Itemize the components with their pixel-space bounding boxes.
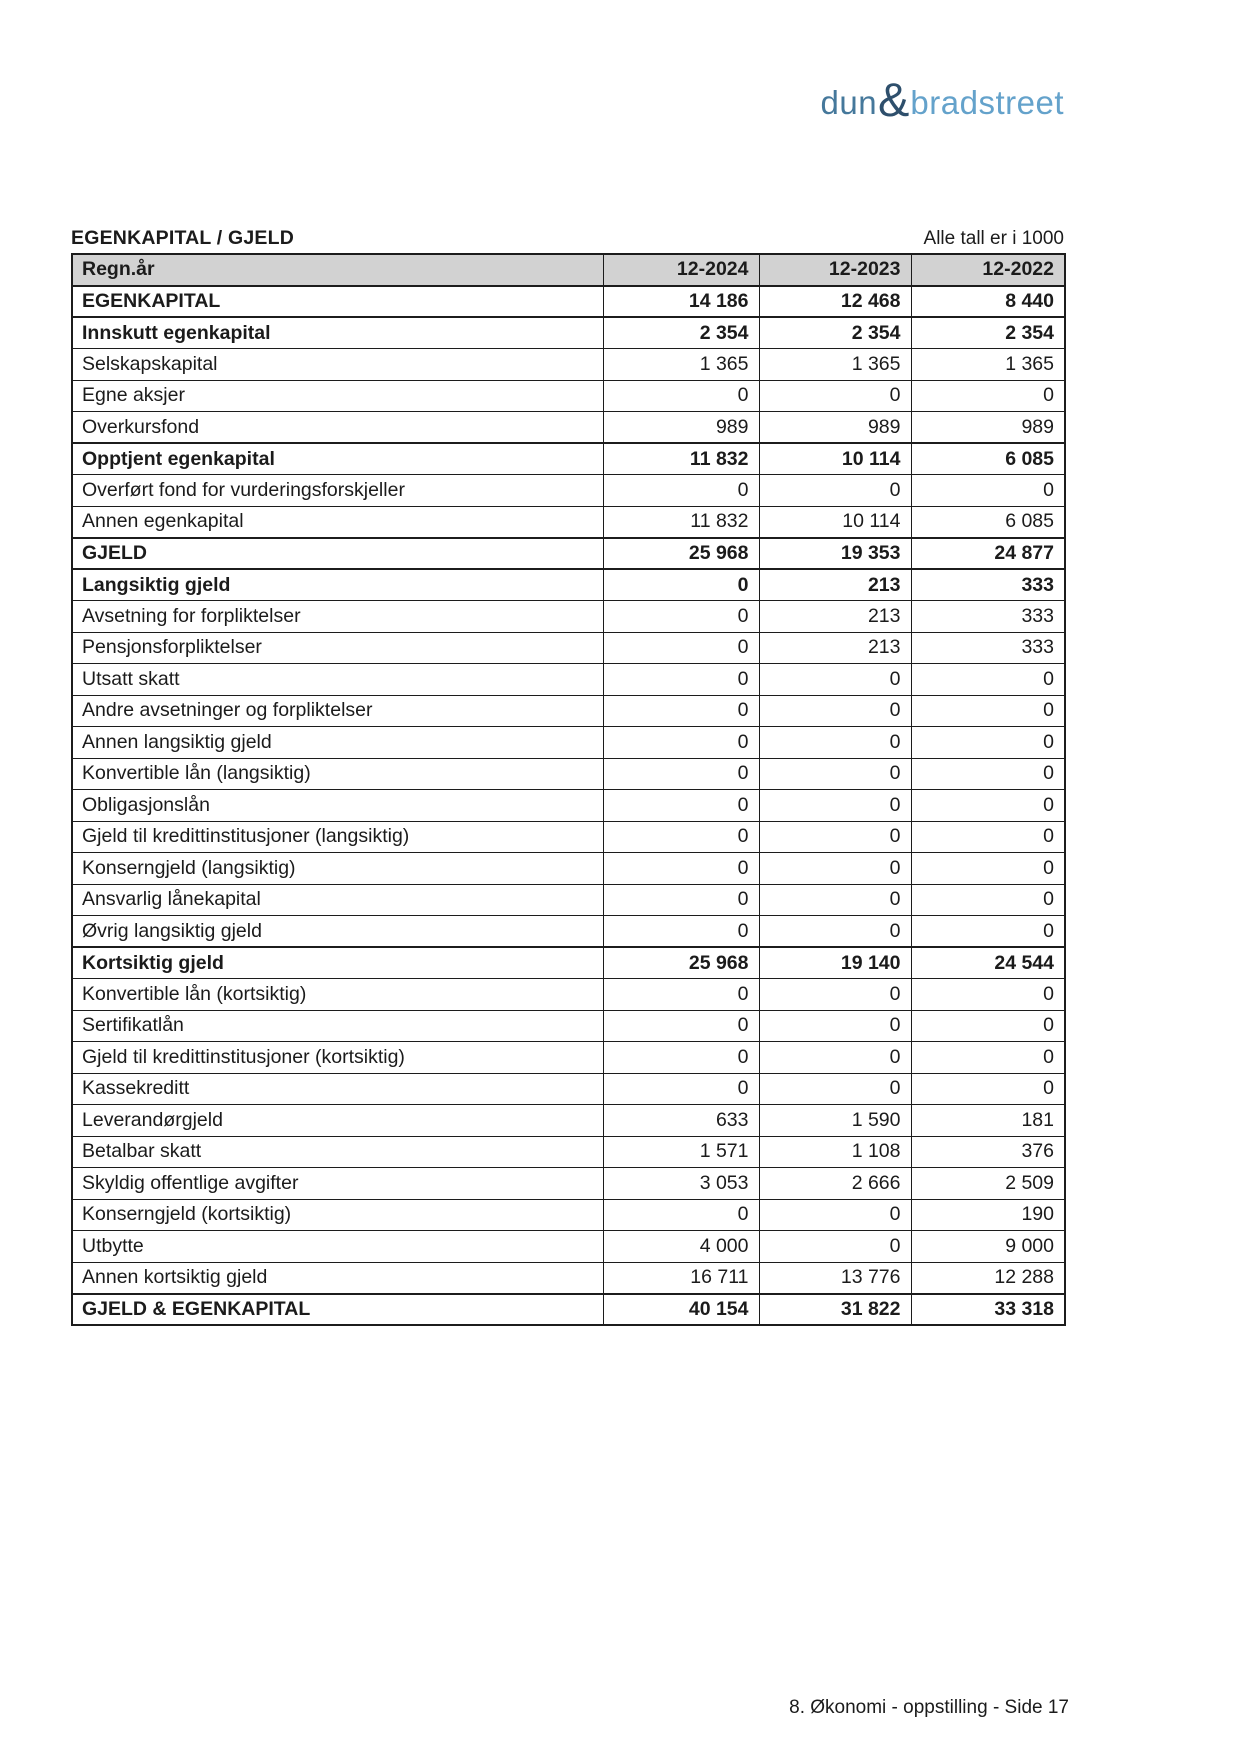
row-value-2: 0 bbox=[759, 475, 911, 507]
row-value-2: 0 bbox=[759, 758, 911, 790]
row-value-1: 989 bbox=[603, 412, 759, 444]
row-value-1: 2 354 bbox=[603, 317, 759, 349]
row-value-3: 2 509 bbox=[911, 1168, 1065, 1200]
logo-text-bradstreet: bradstreet bbox=[910, 84, 1064, 121]
table-section-row bbox=[72, 317, 1065, 349]
row-value-1: 0 bbox=[603, 1010, 759, 1042]
row-label: Andre avsetninger og forpliktelser bbox=[72, 695, 603, 727]
table-row bbox=[72, 695, 1065, 727]
table-section-row bbox=[72, 443, 1065, 475]
row-value-2: 0 bbox=[759, 727, 911, 759]
row-value-1: 0 bbox=[603, 758, 759, 790]
table-row bbox=[72, 1262, 1065, 1294]
row-value-3: 0 bbox=[911, 821, 1065, 853]
row-value-3: 0 bbox=[911, 1010, 1065, 1042]
row-value-3: 9 000 bbox=[911, 1231, 1065, 1263]
row-value-1: 0 bbox=[603, 695, 759, 727]
table-row bbox=[72, 916, 1065, 948]
row-value-1: 0 bbox=[603, 1042, 759, 1074]
row-label: Konvertible lån (langsiktig) bbox=[72, 758, 603, 790]
row-value-2: 0 bbox=[759, 979, 911, 1011]
row-value-1: 0 bbox=[603, 1199, 759, 1231]
table-row bbox=[72, 758, 1065, 790]
row-label: Overkursfond bbox=[72, 412, 603, 444]
page-title: EGENKAPITAL / GJELD bbox=[71, 227, 295, 249]
row-value-3: 0 bbox=[911, 1073, 1065, 1105]
row-value-3: 6 085 bbox=[911, 443, 1065, 475]
row-label: Skyldig offentlige avgifter bbox=[72, 1168, 603, 1200]
table-row bbox=[72, 1168, 1065, 1200]
row-value-3: 181 bbox=[911, 1105, 1065, 1137]
row-value-1: 0 bbox=[603, 380, 759, 412]
header-year-1: 12-2024 bbox=[603, 254, 759, 286]
table-row bbox=[72, 1105, 1065, 1137]
row-value-2: 1 108 bbox=[759, 1136, 911, 1168]
row-value-2: 213 bbox=[759, 601, 911, 633]
row-label: Utbytte bbox=[72, 1231, 603, 1263]
row-value-3: 376 bbox=[911, 1136, 1065, 1168]
balance-table-container bbox=[71, 253, 1066, 1326]
row-label: Annen langsiktig gjeld bbox=[72, 727, 603, 759]
row-label: Gjeld til kredittinstitusjoner (langsiktig) bbox=[72, 821, 603, 853]
row-value-2: 19 140 bbox=[759, 947, 911, 979]
row-value-3: 24 877 bbox=[911, 538, 1065, 570]
title-row bbox=[71, 227, 1064, 250]
row-value-2: 0 bbox=[759, 1042, 911, 1074]
row-label: Selskapskapital bbox=[72, 349, 603, 381]
row-value-2: 0 bbox=[759, 853, 911, 885]
table-section-row bbox=[72, 538, 1065, 570]
row-value-2: 0 bbox=[759, 1199, 911, 1231]
row-value-1: 0 bbox=[603, 569, 759, 601]
row-value-2: 213 bbox=[759, 632, 911, 664]
row-label: Leverandørgjeld bbox=[72, 1105, 603, 1137]
row-value-1: 0 bbox=[603, 821, 759, 853]
row-value-3: 33 318 bbox=[911, 1294, 1065, 1326]
table-row bbox=[72, 412, 1065, 444]
row-label: Pensjonsforpliktelser bbox=[72, 632, 603, 664]
row-value-2: 13 776 bbox=[759, 1262, 911, 1294]
row-value-1: 0 bbox=[603, 727, 759, 759]
row-value-2: 1 365 bbox=[759, 349, 911, 381]
table-row bbox=[72, 632, 1065, 664]
row-value-3: 333 bbox=[911, 569, 1065, 601]
row-label: Egne aksjer bbox=[72, 380, 603, 412]
table-row bbox=[72, 979, 1065, 1011]
table-row bbox=[72, 349, 1065, 381]
page-footer: 8. Økonomi - oppstilling - Side 17 bbox=[789, 1697, 1069, 1718]
row-value-1: 1 571 bbox=[603, 1136, 759, 1168]
row-value-1: 1 365 bbox=[603, 349, 759, 381]
row-label: GJELD & EGENKAPITAL bbox=[72, 1294, 603, 1326]
row-value-3: 0 bbox=[911, 979, 1065, 1011]
row-label: Langsiktig gjeld bbox=[72, 569, 603, 601]
table-row bbox=[72, 1073, 1065, 1105]
row-value-3: 333 bbox=[911, 632, 1065, 664]
row-value-3: 0 bbox=[911, 664, 1065, 696]
row-label: Sertifikatlån bbox=[72, 1010, 603, 1042]
row-value-1: 3 053 bbox=[603, 1168, 759, 1200]
row-value-1: 0 bbox=[603, 853, 759, 885]
row-value-3: 0 bbox=[911, 475, 1065, 507]
table-row bbox=[72, 380, 1065, 412]
row-value-2: 2 666 bbox=[759, 1168, 911, 1200]
table-row bbox=[72, 1231, 1065, 1263]
row-value-1: 4 000 bbox=[603, 1231, 759, 1263]
row-value-1: 0 bbox=[603, 632, 759, 664]
row-value-1: 25 968 bbox=[603, 538, 759, 570]
row-value-1: 0 bbox=[603, 601, 759, 633]
row-value-1: 0 bbox=[603, 790, 759, 822]
row-label: Avsetning for forpliktelser bbox=[72, 601, 603, 633]
row-value-2: 0 bbox=[759, 884, 911, 916]
row-label: Konserngjeld (langsiktig) bbox=[72, 853, 603, 885]
row-value-1: 0 bbox=[603, 884, 759, 916]
row-label: Gjeld til kredittinstitusjoner (kortsiktig) bbox=[72, 1042, 603, 1074]
logo-text-dun: dun bbox=[820, 84, 878, 121]
table-row bbox=[72, 790, 1065, 822]
row-value-3: 0 bbox=[911, 380, 1065, 412]
balance-table bbox=[71, 253, 1066, 1326]
row-label: Annen kortsiktig gjeld bbox=[72, 1262, 603, 1294]
table-section-row bbox=[72, 286, 1065, 318]
row-value-2: 12 468 bbox=[759, 286, 911, 318]
row-value-2: 0 bbox=[759, 1010, 911, 1042]
table-row bbox=[72, 1042, 1065, 1074]
row-label: Kassekreditt bbox=[72, 1073, 603, 1105]
table-row bbox=[72, 821, 1065, 853]
row-value-1: 16 711 bbox=[603, 1262, 759, 1294]
header-year-2: 12-2023 bbox=[759, 254, 911, 286]
row-value-1: 633 bbox=[603, 1105, 759, 1137]
row-value-3: 333 bbox=[911, 601, 1065, 633]
row-value-3: 989 bbox=[911, 412, 1065, 444]
row-label: Betalbar skatt bbox=[72, 1136, 603, 1168]
row-value-1: 40 154 bbox=[603, 1294, 759, 1326]
row-value-3: 190 bbox=[911, 1199, 1065, 1231]
table-section-row bbox=[72, 947, 1065, 979]
table-row bbox=[72, 506, 1065, 538]
row-value-2: 0 bbox=[759, 790, 911, 822]
row-value-2: 0 bbox=[759, 1073, 911, 1105]
row-label: Utsatt skatt bbox=[72, 664, 603, 696]
header-year-3: 12-2022 bbox=[911, 254, 1065, 286]
row-value-3: 12 288 bbox=[911, 1262, 1065, 1294]
row-value-3: 0 bbox=[911, 1042, 1065, 1074]
row-label: Innskutt egenkapital bbox=[72, 317, 603, 349]
row-value-3: 0 bbox=[911, 790, 1065, 822]
row-value-2: 1 590 bbox=[759, 1105, 911, 1137]
table-row bbox=[72, 853, 1065, 885]
row-value-1: 0 bbox=[603, 1073, 759, 1105]
row-label: Annen egenkapital bbox=[72, 506, 603, 538]
row-label: GJELD bbox=[72, 538, 603, 570]
row-value-3: 2 354 bbox=[911, 317, 1065, 349]
row-value-2: 213 bbox=[759, 569, 911, 601]
row-value-3: 8 440 bbox=[911, 286, 1065, 318]
row-value-3: 0 bbox=[911, 853, 1065, 885]
row-label: EGENKAPITAL bbox=[72, 286, 603, 318]
table-row bbox=[72, 884, 1065, 916]
row-label: Konvertible lån (kortsiktig) bbox=[72, 979, 603, 1011]
row-value-3: 0 bbox=[911, 695, 1065, 727]
units-note: Alle tall er i 1000 bbox=[923, 228, 1064, 249]
table-row bbox=[72, 475, 1065, 507]
row-label: Opptjent egenkapital bbox=[72, 443, 603, 475]
row-value-2: 2 354 bbox=[759, 317, 911, 349]
table-row bbox=[72, 1010, 1065, 1042]
row-value-2: 989 bbox=[759, 412, 911, 444]
row-value-2: 10 114 bbox=[759, 443, 911, 475]
row-value-3: 0 bbox=[911, 916, 1065, 948]
row-value-3: 0 bbox=[911, 758, 1065, 790]
logo-ampersand-icon: & bbox=[878, 73, 910, 126]
row-value-2: 10 114 bbox=[759, 506, 911, 538]
row-label: Obligasjonslån bbox=[72, 790, 603, 822]
row-value-2: 0 bbox=[759, 695, 911, 727]
row-value-3: 0 bbox=[911, 727, 1065, 759]
row-value-1: 11 832 bbox=[603, 506, 759, 538]
row-value-2: 0 bbox=[759, 1231, 911, 1263]
header-label: Regn.år bbox=[72, 254, 603, 286]
row-label: Øvrig langsiktig gjeld bbox=[72, 916, 603, 948]
table-header-row bbox=[72, 254, 1065, 286]
row-value-1: 0 bbox=[603, 664, 759, 696]
row-value-1: 11 832 bbox=[603, 443, 759, 475]
row-value-3: 24 544 bbox=[911, 947, 1065, 979]
row-value-2: 0 bbox=[759, 916, 911, 948]
row-value-2: 31 822 bbox=[759, 1294, 911, 1326]
row-value-1: 0 bbox=[603, 979, 759, 1011]
row-value-2: 0 bbox=[759, 821, 911, 853]
row-value-3: 6 085 bbox=[911, 506, 1065, 538]
row-value-1: 14 186 bbox=[603, 286, 759, 318]
row-value-1: 0 bbox=[603, 475, 759, 507]
dnb-logo bbox=[820, 73, 1064, 126]
row-value-2: 0 bbox=[759, 380, 911, 412]
row-label: Konserngjeld (kortsiktig) bbox=[72, 1199, 603, 1231]
row-value-2: 0 bbox=[759, 664, 911, 696]
table-row bbox=[72, 601, 1065, 633]
table-section-row bbox=[72, 1294, 1065, 1326]
row-value-1: 0 bbox=[603, 916, 759, 948]
row-label: Overført fond for vurderingsforskjeller bbox=[72, 475, 603, 507]
row-value-1: 25 968 bbox=[603, 947, 759, 979]
table-row bbox=[72, 1199, 1065, 1231]
row-label: Kortsiktig gjeld bbox=[72, 947, 603, 979]
table-section-row bbox=[72, 569, 1065, 601]
row-value-3: 0 bbox=[911, 884, 1065, 916]
row-value-2: 19 353 bbox=[759, 538, 911, 570]
table-row bbox=[72, 1136, 1065, 1168]
row-value-3: 1 365 bbox=[911, 349, 1065, 381]
table-row bbox=[72, 727, 1065, 759]
table-row bbox=[72, 664, 1065, 696]
row-label: Ansvarlig lånekapital bbox=[72, 884, 603, 916]
